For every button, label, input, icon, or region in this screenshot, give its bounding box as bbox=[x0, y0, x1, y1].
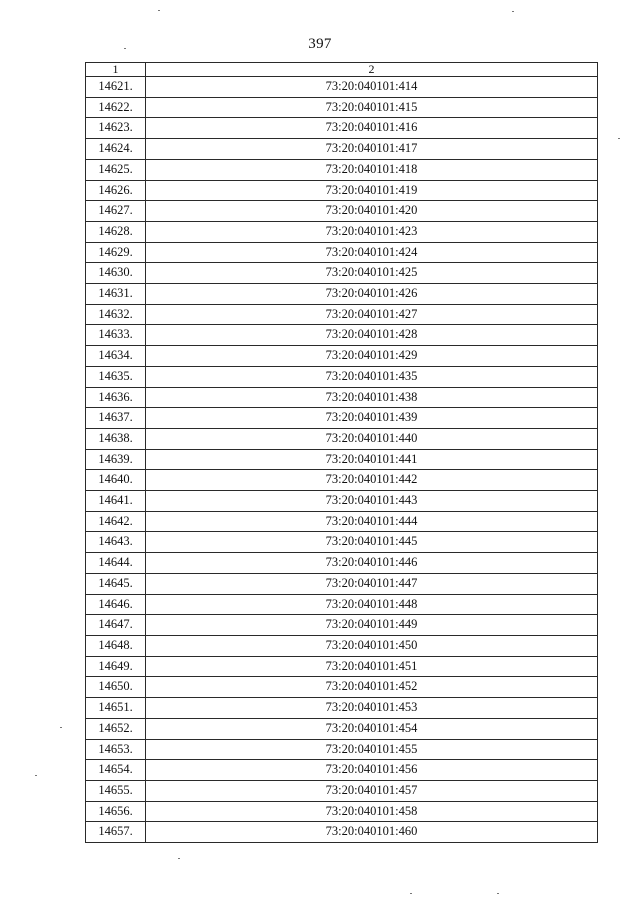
scan-speck bbox=[410, 893, 412, 894]
table-row bbox=[86, 201, 598, 222]
table-row bbox=[86, 656, 598, 677]
cadastral-number-cell: 73:20:040101:429 bbox=[146, 346, 598, 367]
row-number-cell: 14653. bbox=[86, 739, 146, 760]
row-number-cell: 14622. bbox=[86, 97, 146, 118]
table-row bbox=[86, 242, 598, 263]
cadastral-number-cell: 73:20:040101:456 bbox=[146, 760, 598, 781]
cadastral-number-cell: 73:20:040101:450 bbox=[146, 635, 598, 656]
row-number-cell: 14657. bbox=[86, 822, 146, 843]
row-number-cell: 14639. bbox=[86, 449, 146, 470]
cadastral-number-cell: 73:20:040101:448 bbox=[146, 594, 598, 615]
cadastral-number-cell: 73:20:040101:447 bbox=[146, 573, 598, 594]
page-number: 397 bbox=[308, 36, 332, 52]
table-row bbox=[86, 491, 598, 512]
cadastral-number-cell: 73:20:040101:440 bbox=[146, 428, 598, 449]
cadastral-number-cell: 73:20:040101:438 bbox=[146, 387, 598, 408]
row-number-cell: 14640. bbox=[86, 470, 146, 491]
cadastral-number-cell: 73:20:040101:439 bbox=[146, 408, 598, 429]
row-number-cell: 14644. bbox=[86, 553, 146, 574]
cadastral-number-cell: 73:20:040101:418 bbox=[146, 159, 598, 180]
row-number-cell: 14649. bbox=[86, 656, 146, 677]
table-row bbox=[86, 718, 598, 739]
cadastral-number-cell: 73:20:040101:454 bbox=[146, 718, 598, 739]
table-row bbox=[86, 284, 598, 305]
row-number-cell: 14634. bbox=[86, 346, 146, 367]
cadastral-number-cell: 73:20:040101:444 bbox=[146, 511, 598, 532]
scan-speck bbox=[497, 893, 499, 894]
row-number-cell: 14650. bbox=[86, 677, 146, 698]
row-number-cell: 14643. bbox=[86, 532, 146, 553]
cadastral-number-cell: 73:20:040101:457 bbox=[146, 780, 598, 801]
row-number-cell: 14635. bbox=[86, 366, 146, 387]
table-row bbox=[86, 387, 598, 408]
row-number-cell: 14624. bbox=[86, 139, 146, 160]
row-number-cell: 14647. bbox=[86, 615, 146, 636]
cadastral-number-cell: 73:20:040101:445 bbox=[146, 532, 598, 553]
table-row bbox=[86, 408, 598, 429]
table-row bbox=[86, 573, 598, 594]
cadastral-number-cell: 73:20:040101:424 bbox=[146, 242, 598, 263]
cadastral-number-cell: 73:20:040101:428 bbox=[146, 325, 598, 346]
table-row bbox=[86, 449, 598, 470]
cadastral-number-cell: 73:20:040101:426 bbox=[146, 284, 598, 305]
table-row bbox=[86, 594, 598, 615]
row-number-cell: 14628. bbox=[86, 221, 146, 242]
cadastral-number-cell: 73:20:040101:446 bbox=[146, 553, 598, 574]
row-number-cell: 14627. bbox=[86, 201, 146, 222]
row-number-cell: 14646. bbox=[86, 594, 146, 615]
row-number-cell: 14636. bbox=[86, 387, 146, 408]
table-row bbox=[86, 615, 598, 636]
cadastral-number-cell: 73:20:040101:416 bbox=[146, 118, 598, 139]
table-row bbox=[86, 635, 598, 656]
table-row bbox=[86, 159, 598, 180]
cadastral-table bbox=[85, 62, 598, 843]
table-row bbox=[86, 77, 598, 98]
table-row bbox=[86, 801, 598, 822]
cadastral-number-cell: 73:20:040101:452 bbox=[146, 677, 598, 698]
cadastral-number-cell: 73:20:040101:427 bbox=[146, 304, 598, 325]
table-row bbox=[86, 304, 598, 325]
table-row bbox=[86, 118, 598, 139]
row-number-cell: 14648. bbox=[86, 635, 146, 656]
row-number-cell: 14626. bbox=[86, 180, 146, 201]
cadastral-number-cell: 73:20:040101:455 bbox=[146, 739, 598, 760]
cadastral-number-cell: 73:20:040101:460 bbox=[146, 822, 598, 843]
cadastral-number-cell: 73:20:040101:458 bbox=[146, 801, 598, 822]
cadastral-number-cell: 73:20:040101:435 bbox=[146, 366, 598, 387]
table-row bbox=[86, 760, 598, 781]
scan-speck bbox=[618, 138, 620, 139]
table-row bbox=[86, 780, 598, 801]
row-number-cell: 14632. bbox=[86, 304, 146, 325]
row-number-cell: 14645. bbox=[86, 573, 146, 594]
scan-speck bbox=[158, 10, 160, 11]
cadastral-number-cell: 73:20:040101:451 bbox=[146, 656, 598, 677]
cadastral-number-cell: 73:20:040101:419 bbox=[146, 180, 598, 201]
table-row bbox=[86, 366, 598, 387]
table-row bbox=[86, 553, 598, 574]
cadastral-number-cell: 73:20:040101:441 bbox=[146, 449, 598, 470]
row-number-cell: 14651. bbox=[86, 698, 146, 719]
cadastral-number-cell: 73:20:040101:415 bbox=[146, 97, 598, 118]
cadastral-number-cell: 73:20:040101:442 bbox=[146, 470, 598, 491]
row-number-cell: 14621. bbox=[86, 77, 146, 98]
table-row bbox=[86, 325, 598, 346]
cadastral-number-cell: 73:20:040101:417 bbox=[146, 139, 598, 160]
table-body bbox=[86, 63, 598, 843]
scan-speck bbox=[124, 48, 126, 49]
table-row bbox=[86, 346, 598, 367]
row-number-cell: 14656. bbox=[86, 801, 146, 822]
cadastral-number-cell: 73:20:040101:449 bbox=[146, 615, 598, 636]
row-number-cell: 14629. bbox=[86, 242, 146, 263]
cadastral-number-cell: 73:20:040101:425 bbox=[146, 263, 598, 284]
row-number-cell: 14642. bbox=[86, 511, 146, 532]
row-number-cell: 14637. bbox=[86, 408, 146, 429]
column-header-2: 2 bbox=[146, 63, 598, 77]
row-number-cell: 14655. bbox=[86, 780, 146, 801]
table-row bbox=[86, 180, 598, 201]
table-row bbox=[86, 511, 598, 532]
table-row bbox=[86, 677, 598, 698]
table-row bbox=[86, 97, 598, 118]
scan-speck bbox=[178, 858, 180, 859]
row-number-cell: 14654. bbox=[86, 760, 146, 781]
cadastral-number-cell: 73:20:040101:443 bbox=[146, 491, 598, 512]
cadastral-number-cell: 73:20:040101:423 bbox=[146, 221, 598, 242]
scan-speck bbox=[512, 11, 514, 12]
column-header-1: 1 bbox=[86, 63, 146, 77]
row-number-cell: 14633. bbox=[86, 325, 146, 346]
scan-speck bbox=[35, 775, 37, 776]
table-header-row bbox=[86, 63, 598, 77]
scan-speck bbox=[60, 727, 62, 728]
row-number-cell: 14641. bbox=[86, 491, 146, 512]
cadastral-number-cell: 73:20:040101:420 bbox=[146, 201, 598, 222]
table-row bbox=[86, 470, 598, 491]
cadastral-number-cell: 73:20:040101:453 bbox=[146, 698, 598, 719]
table-row bbox=[86, 221, 598, 242]
row-number-cell: 14652. bbox=[86, 718, 146, 739]
row-number-cell: 14630. bbox=[86, 263, 146, 284]
table-row bbox=[86, 698, 598, 719]
table-row bbox=[86, 739, 598, 760]
table-row bbox=[86, 532, 598, 553]
row-number-cell: 14638. bbox=[86, 428, 146, 449]
table-row bbox=[86, 263, 598, 284]
cadastral-number-cell: 73:20:040101:414 bbox=[146, 77, 598, 98]
row-number-cell: 14623. bbox=[86, 118, 146, 139]
table-row bbox=[86, 822, 598, 843]
row-number-cell: 14631. bbox=[86, 284, 146, 305]
table-row bbox=[86, 428, 598, 449]
row-number-cell: 14625. bbox=[86, 159, 146, 180]
table-row bbox=[86, 139, 598, 160]
